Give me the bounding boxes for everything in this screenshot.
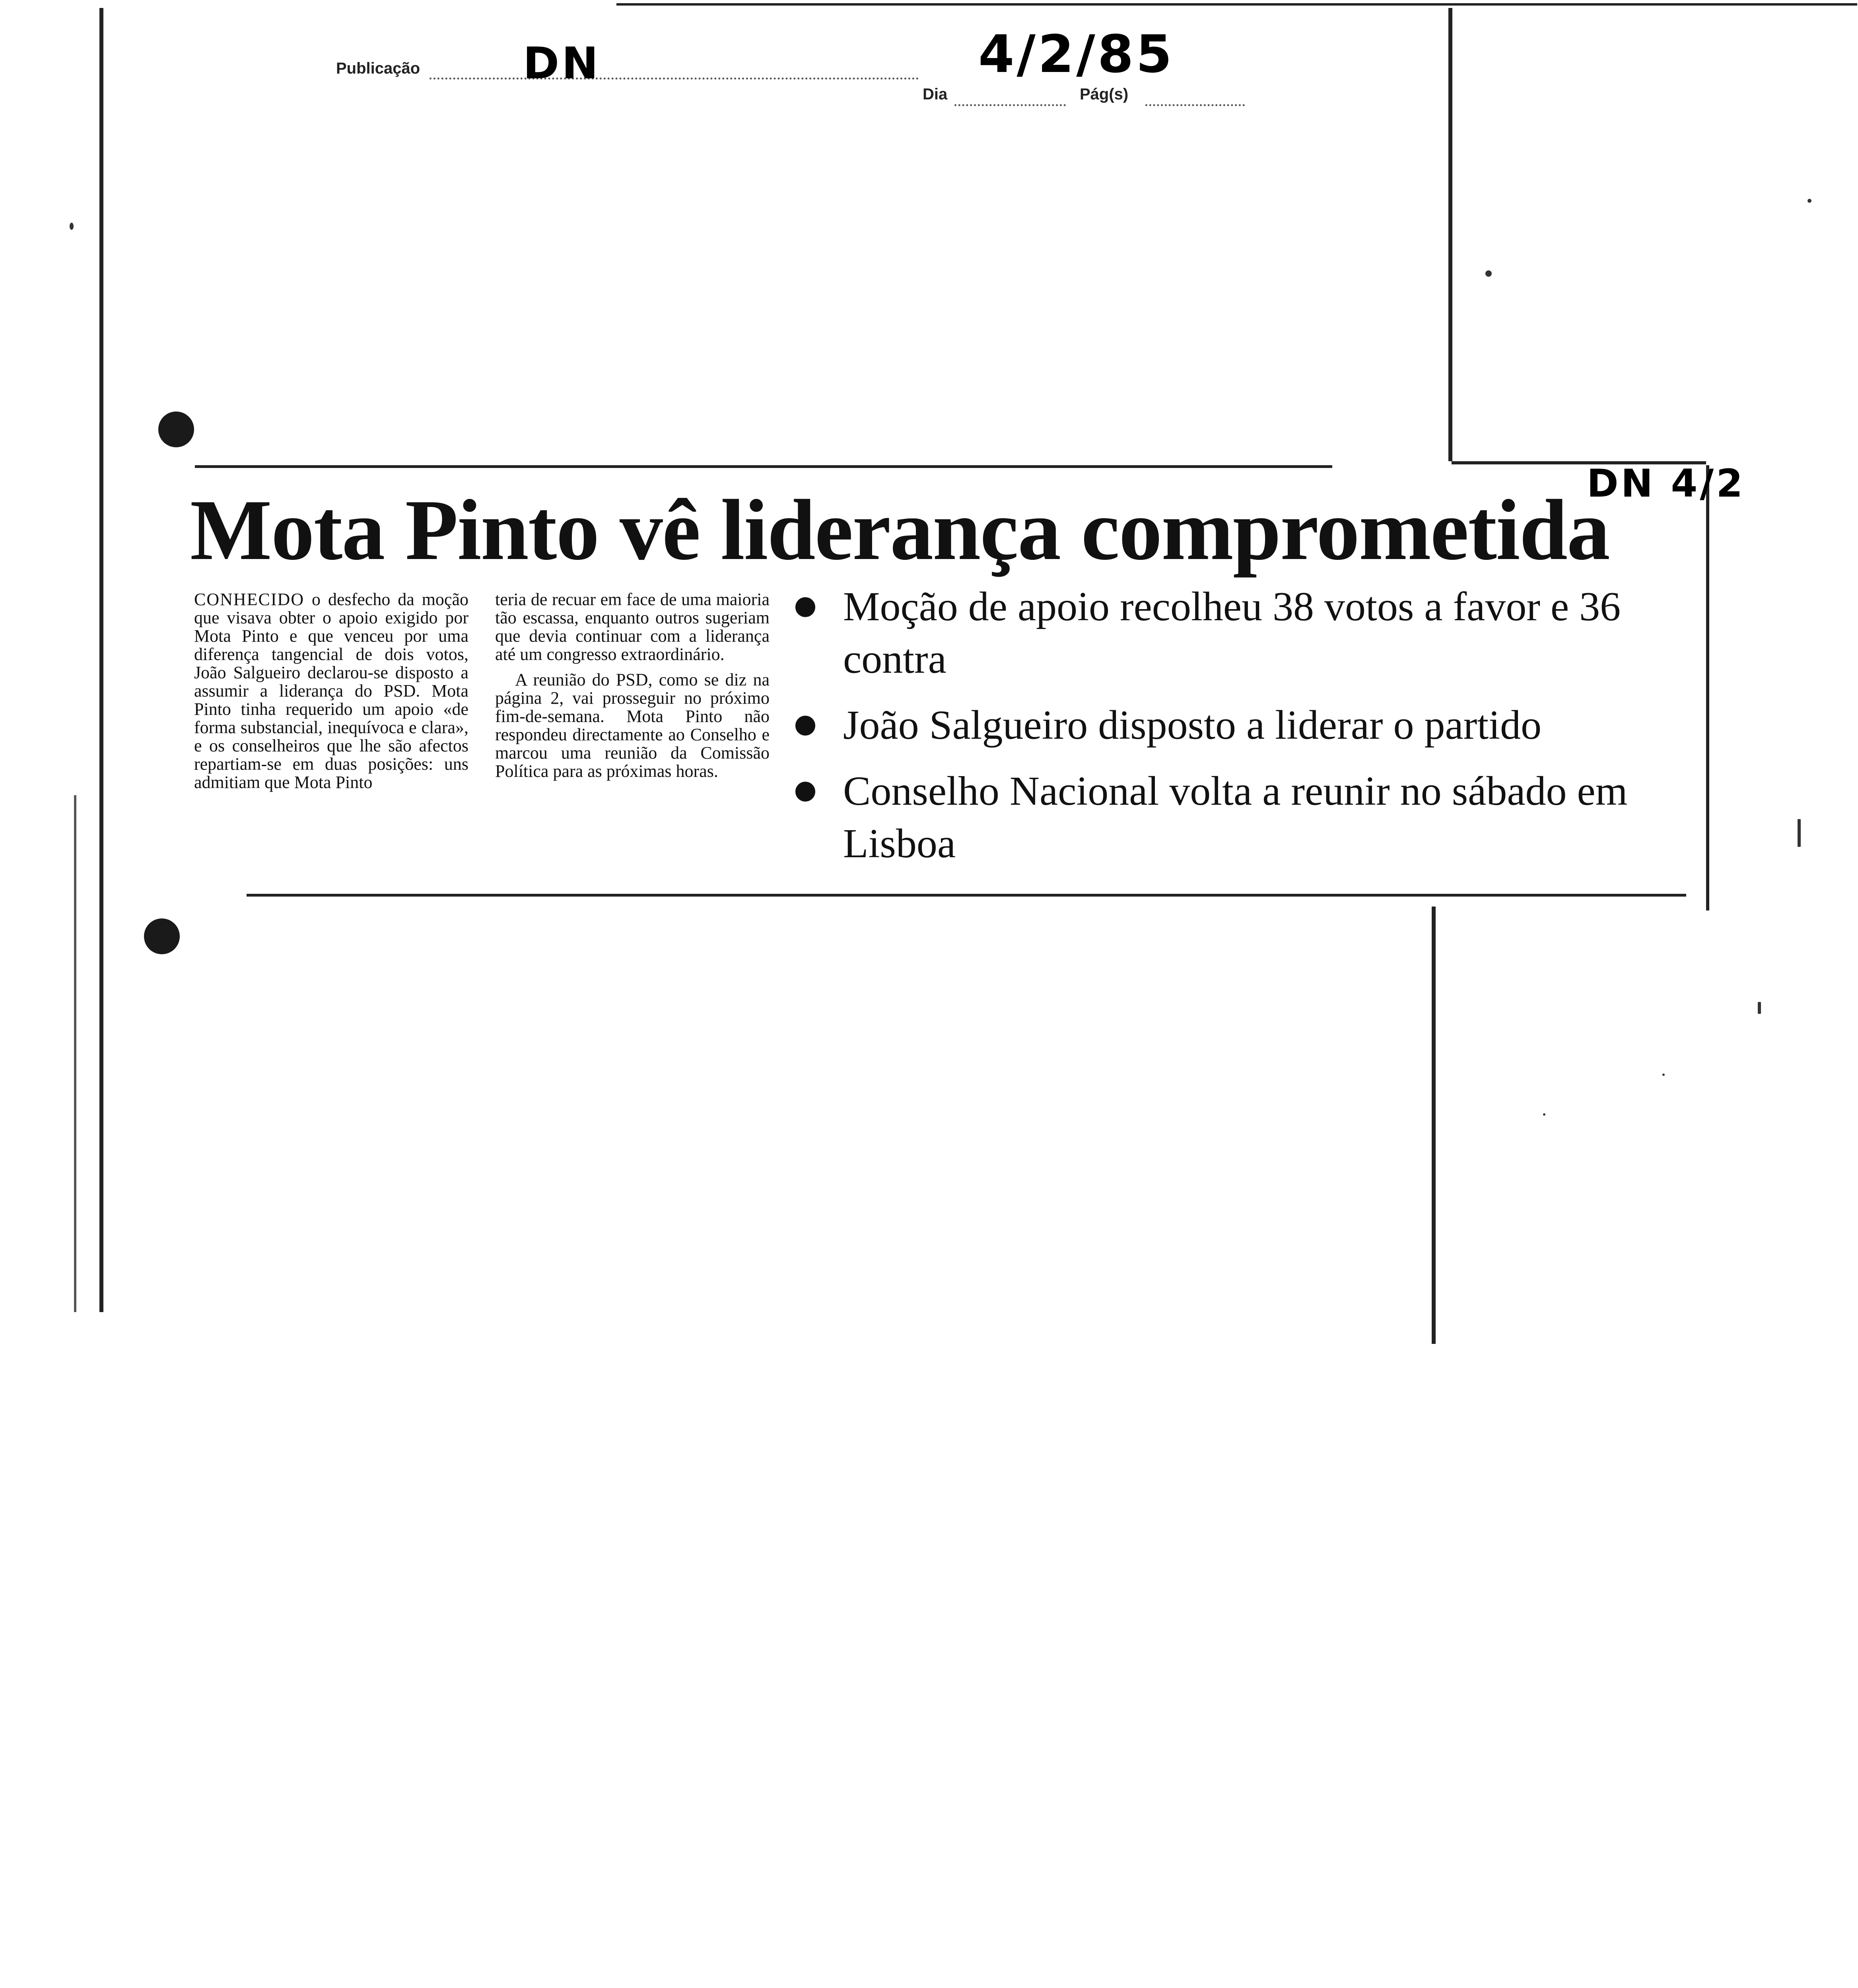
- column-1-paragraph: [194, 590, 468, 792]
- scan-speck: [1807, 199, 1811, 203]
- article-bottom-rule: [247, 894, 1686, 897]
- article-highlights: [787, 580, 1690, 883]
- scan-speck: [1758, 1002, 1761, 1014]
- bullet-icon: [795, 716, 815, 736]
- highlight-item: [787, 580, 1690, 685]
- scan-speck: [1543, 1113, 1545, 1116]
- clipping-right-edge-bottom: [1432, 907, 1436, 1344]
- punch-hole-bottom: [144, 918, 180, 954]
- scan-speck: [70, 223, 74, 230]
- scan-speck: [1485, 270, 1492, 277]
- publicacao-label: Publicação: [336, 60, 420, 77]
- dia-value: 4/2/85: [978, 24, 1174, 84]
- publicacao-dotted-line: [430, 78, 919, 80]
- publicacao-value: DN: [523, 38, 601, 89]
- scan-speck: [1798, 819, 1801, 847]
- column-1-text: o desfecho da moção que visava obter o apoio exigido por Mota Pinto e que venceu por uma diferença tangencial de dois votos, João Salgueiro declarou-se disposto a assumir a liderança do PSD. Mota Pinto tinha requerido um apoio «de forma substancial, inequívoca e clara», e os conselheiros que lhe são afectos repartiam-se em duas posições: uns admitiam que Mota Pinto: [194, 590, 468, 792]
- left-scan-edge: [99, 8, 103, 1312]
- article-headline: Mota Pinto vê liderança comprometida: [190, 482, 1609, 578]
- clipping-right-edge-top: [1448, 8, 1452, 461]
- highlight-text: Conselho Nacional volta a reunir no sábado em Lisboa: [843, 768, 1628, 866]
- dia-dotted-line: [954, 104, 1066, 106]
- bullet-icon: [795, 782, 815, 802]
- highlight-item: [787, 765, 1690, 870]
- punch-hole-top: [158, 412, 194, 447]
- handwritten-note: DN 4/2: [1587, 461, 1745, 506]
- highlight-item: [787, 699, 1690, 751]
- pagina-label: Pág(s): [1080, 85, 1129, 103]
- column-2-paragraph-1: teria de recuar em face de uma maioria tão escassa, enquanto outros sugeriam que devia continuar com a liderança até um congresso extraordinário.: [495, 590, 770, 664]
- clipping-right-edge-box: [1706, 465, 1709, 911]
- column-2-paragraph-2: A reunião do PSD, como se diz na página 2, vai prosseguir no próximo fim-de-semana. Mota Pinto não respondeu directamente ao Conselho e marcou uma reunião da Comissão Política para as próximas horas.: [495, 670, 770, 781]
- article-top-rule: [195, 465, 1332, 468]
- column-1-dropcap: CONHECIDO: [194, 590, 305, 609]
- left-scan-edge-shadow: [74, 795, 76, 1312]
- article-column-2: [495, 590, 770, 780]
- clipping-top-edge: [616, 3, 1857, 6]
- highlight-text: João Salgueiro disposto a liderar o partido: [843, 702, 1542, 748]
- scan-speck: [1662, 1074, 1665, 1076]
- pagina-dotted-line: [1145, 104, 1245, 106]
- bullet-icon: [795, 597, 815, 617]
- dia-label: Dia: [923, 85, 948, 103]
- highlight-text: Moção de apoio recolheu 38 votos a favor e 36 contra: [843, 584, 1621, 682]
- article-column-1: [194, 590, 468, 792]
